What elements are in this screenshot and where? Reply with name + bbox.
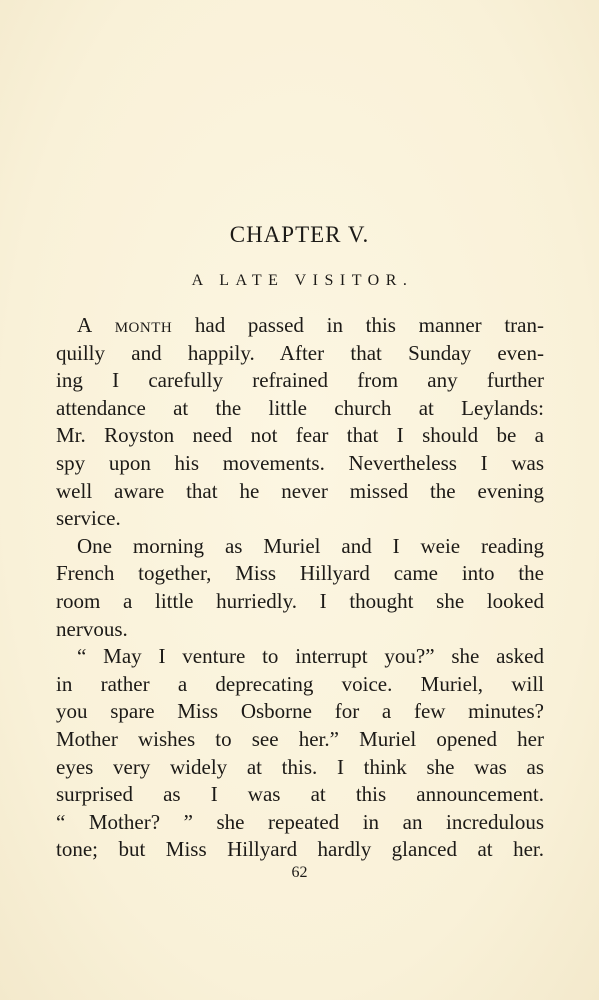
text-line: nervous. bbox=[56, 616, 128, 641]
text-line: attendance at the little church at Leylands: bbox=[56, 395, 544, 420]
text-line: “ Mother? ” she repeated in an incredulous bbox=[56, 809, 544, 834]
text-line: French together, Miss Hillyard came into the bbox=[56, 561, 544, 586]
text-line: well aware that he never missed the evening bbox=[56, 478, 544, 503]
text-line: you spare Miss Osborne for a few minutes? bbox=[56, 699, 544, 724]
text-line: quilly and happily. After that Sunday even- bbox=[56, 340, 544, 365]
lead-smallcaps: A month bbox=[77, 313, 173, 337]
text-line: “ May I venture to interrupt you?” she asked bbox=[77, 644, 544, 669]
paragraph bbox=[56, 533, 544, 643]
text-line: tone; but Miss Hillyard hardly glanced at her. bbox=[56, 837, 544, 862]
text-line: in rather a deprecating voice. Muriel, will bbox=[56, 671, 544, 696]
page-number: 62 bbox=[291, 864, 308, 881]
text-line: room a little hurriedly. I thought she looked bbox=[56, 588, 544, 613]
text-line: Mr. Royston need not fear that I should be a bbox=[56, 423, 544, 448]
paragraph bbox=[56, 312, 544, 533]
text-line: spy upon his movements. Nevertheless I was bbox=[56, 450, 544, 475]
chapter-title: CHAPTER V. bbox=[229, 222, 370, 247]
chapter-subtitle: A LATE VISITOR. bbox=[191, 272, 414, 289]
text-span: had passed in this manner tran- bbox=[172, 313, 544, 337]
text-line: eyes very widely at this. I think she was as bbox=[56, 754, 544, 779]
text-line: Mother wishes to see her.” Muriel opened her bbox=[56, 726, 544, 751]
text-line: ing I carefully refrained from any further bbox=[56, 368, 544, 393]
text-line bbox=[56, 312, 544, 340]
body-text bbox=[56, 312, 544, 864]
text-line: surprised as I was at this announcement. bbox=[56, 782, 544, 807]
text-line: service. bbox=[56, 506, 121, 531]
text-line: One morning as Muriel and I weie reading bbox=[77, 533, 544, 558]
paragraph bbox=[56, 643, 544, 864]
